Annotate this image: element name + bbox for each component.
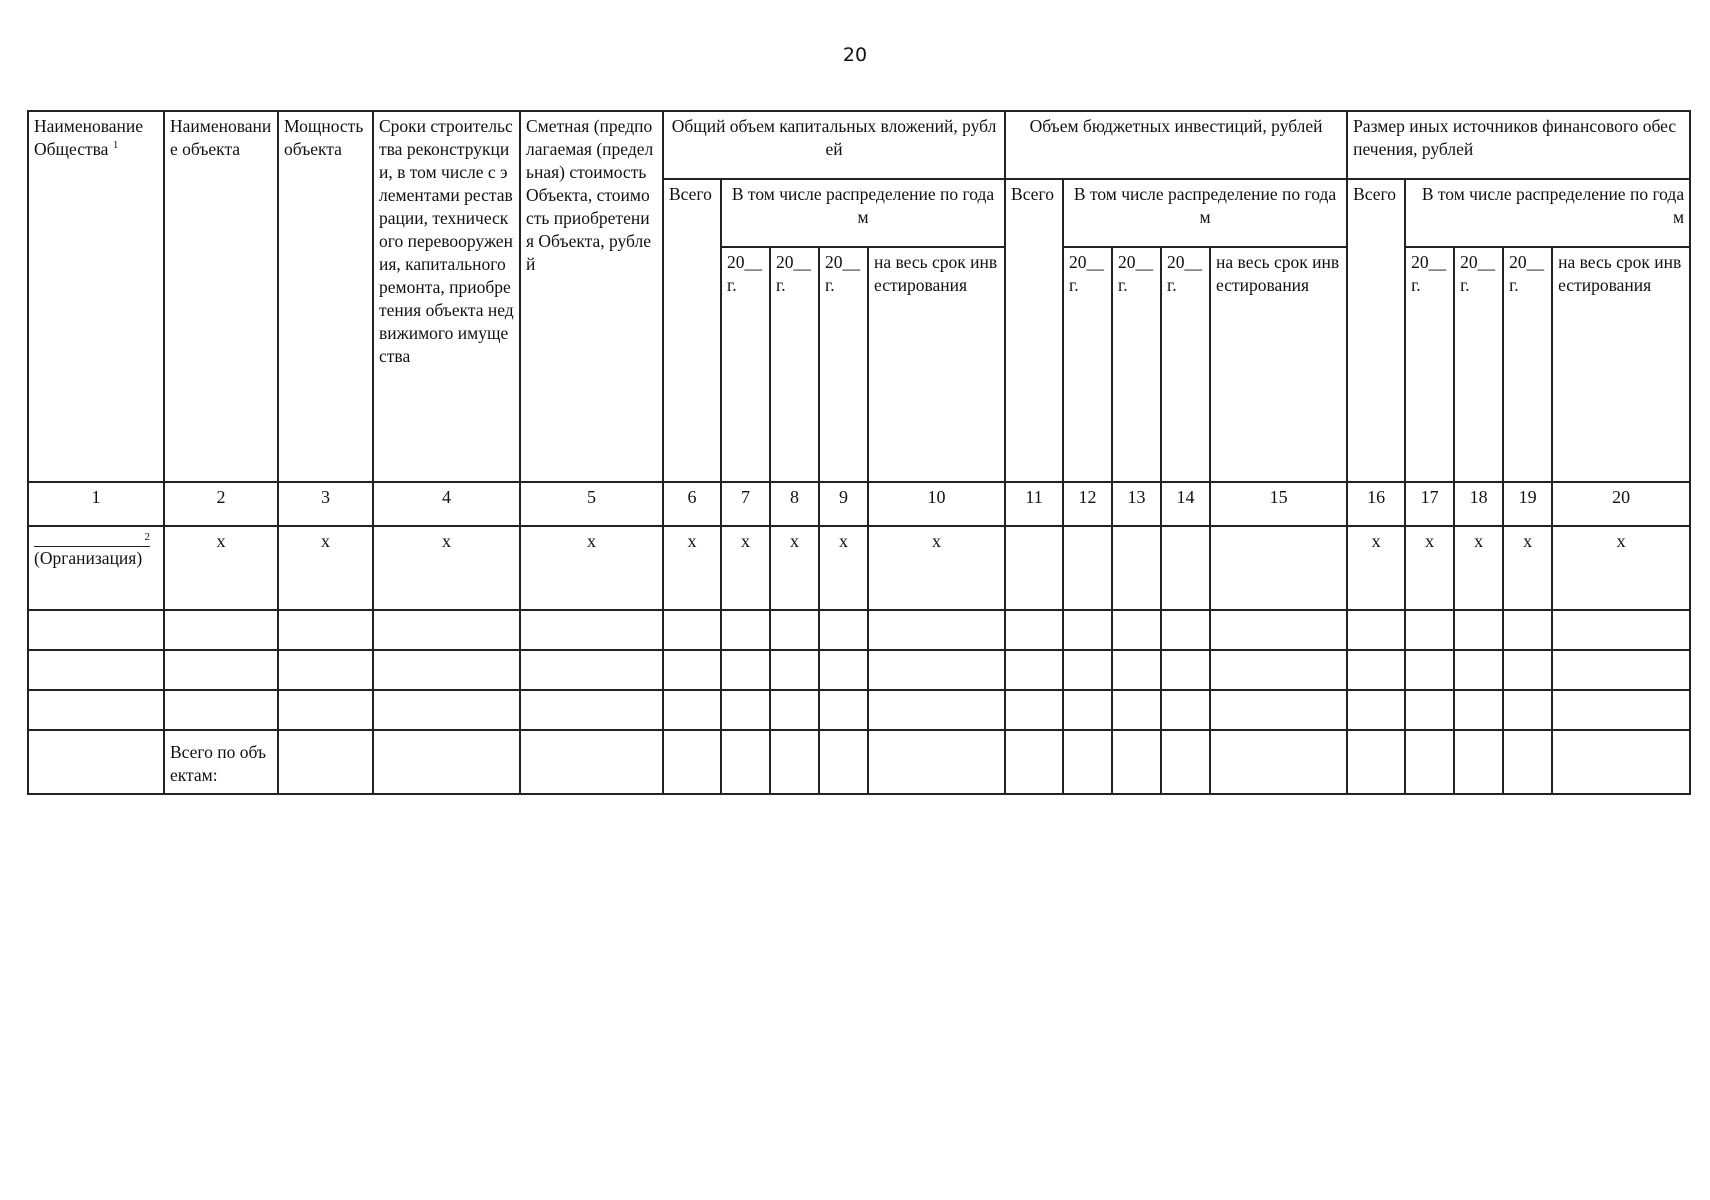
header-whole-term: на весь срок инвестирования: [1552, 247, 1690, 482]
header-total-2: Всего: [1005, 179, 1063, 482]
column-number: 3: [278, 482, 373, 526]
header-distribution-1: В том числе распределение по годам: [721, 179, 1005, 247]
header-year: 20__ г.: [1405, 247, 1454, 482]
investment-table: [27, 110, 1691, 795]
empty-cell: [1063, 526, 1112, 610]
column-number: 10: [868, 482, 1005, 526]
column-number: 11: [1005, 482, 1063, 526]
header-capital-investment-group: Общий объем капитальных вложений, рублей: [663, 111, 1005, 179]
header-other-sources-group: Размер иных источников финансового обеспечения, рублей: [1347, 111, 1690, 179]
header-construction-terms: Сроки строительства реконструкции, в том числе с элементами реставрации, технического перевооружения, капитального ремонта, приобретения объекта недвижимого имущества: [373, 111, 520, 482]
column-number: 18: [1454, 482, 1503, 526]
column-number-row: [28, 482, 1690, 526]
column-number: 8: [770, 482, 819, 526]
header-whole-term: на весь срок инвестирования: [1210, 247, 1347, 482]
column-number: 17: [1405, 482, 1454, 526]
x-mark: x: [278, 526, 373, 610]
header-year: 20__ г.: [1503, 247, 1552, 482]
x-mark: x: [164, 526, 278, 610]
x-mark: x: [1405, 526, 1454, 610]
x-mark: x: [770, 526, 819, 610]
x-mark: x: [819, 526, 868, 610]
organization-cell: [28, 526, 164, 610]
header-year: 20__ г.: [1454, 247, 1503, 482]
x-mark: x: [721, 526, 770, 610]
organization-row: [28, 526, 1690, 610]
column-number: 16: [1347, 482, 1405, 526]
total-label: Всего по объектам:: [164, 730, 278, 794]
empty-cell: [1112, 526, 1161, 610]
column-number: 15: [1210, 482, 1347, 526]
column-number: 19: [1503, 482, 1552, 526]
organization-blank: 2: [34, 530, 150, 547]
x-mark: x: [663, 526, 721, 610]
header-object-capacity: Мощность объекта: [278, 111, 373, 482]
column-number: 2: [164, 482, 278, 526]
header-year: 20__ г.: [1112, 247, 1161, 482]
header-company-name: Наименование Общества $^1$: [28, 111, 164, 482]
x-mark: x: [1347, 526, 1405, 610]
x-mark: x: [1552, 526, 1690, 610]
column-number: 4: [373, 482, 520, 526]
header-total-1: Всего: [663, 179, 721, 482]
x-mark: x: [373, 526, 520, 610]
x-mark: x: [1454, 526, 1503, 610]
column-number: 6: [663, 482, 721, 526]
column-number: 12: [1063, 482, 1112, 526]
empty-cell: [1005, 526, 1063, 610]
x-mark: x: [520, 526, 663, 610]
column-number: 9: [819, 482, 868, 526]
header-budget-investment-group: Объем бюджетных инвестиций, рублей: [1005, 111, 1347, 179]
column-number: 5: [520, 482, 663, 526]
header-total-3: Всего: [1347, 179, 1405, 482]
header-year: 20__ г.: [1063, 247, 1112, 482]
header-object-name: Наименование объекта: [164, 111, 278, 482]
empty-row: [28, 610, 1690, 650]
column-number: 7: [721, 482, 770, 526]
x-mark: x: [868, 526, 1005, 610]
total-row: [28, 730, 1690, 794]
empty-cell: [1210, 526, 1347, 610]
header-whole-term: на весь срок инвестирования: [868, 247, 1005, 482]
column-number: 14: [1161, 482, 1210, 526]
empty-row: [28, 690, 1690, 730]
column-number: 20: [1552, 482, 1690, 526]
header-estimated-cost: Сметная (предполагаемая (предельная) стоимость Объекта, стоимость приобретения Объекта, рублей: [520, 111, 663, 482]
header-year: 20__ г.: [1161, 247, 1210, 482]
header-distribution-3: В том числе распределение по годам: [1405, 179, 1690, 247]
header-distribution-2: В том числе распределение по годам: [1063, 179, 1347, 247]
header-year: 20__ г.: [770, 247, 819, 482]
organization-label: (Организация): [34, 548, 143, 568]
empty-row: [28, 650, 1690, 690]
page-number: 20: [842, 44, 868, 66]
column-number: 13: [1112, 482, 1161, 526]
empty-cell: [1161, 526, 1210, 610]
header-year: 20__ г.: [819, 247, 868, 482]
column-number: 1: [28, 482, 164, 526]
x-mark: x: [1503, 526, 1552, 610]
header-year: 20__ г.: [721, 247, 770, 482]
